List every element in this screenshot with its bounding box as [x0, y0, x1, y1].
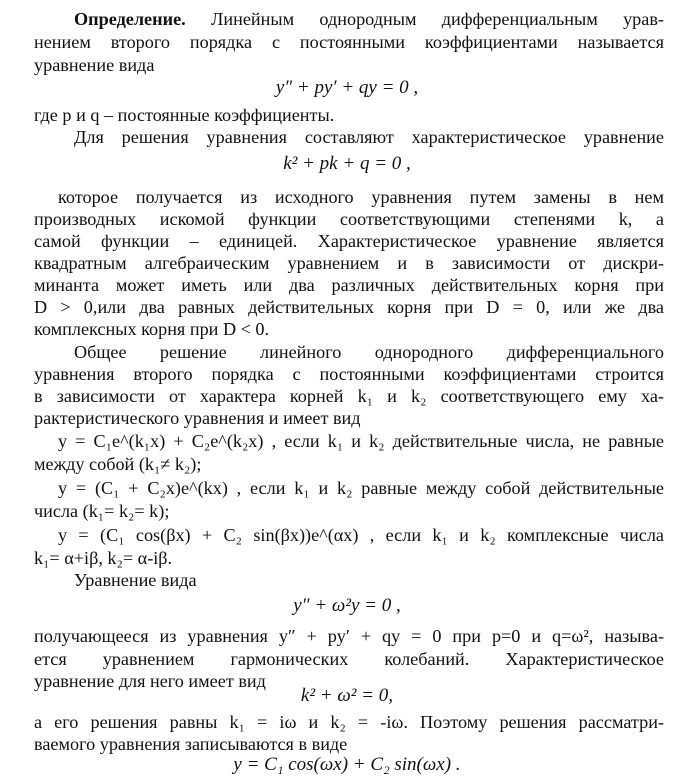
text-line: минанта может иметь или два различных действительных корня при: [34, 275, 664, 295]
text-line: в зависимости от характера корней k₁ и k₂ соответствующего ему ха-: [34, 386, 664, 406]
text-line: ется уравнением гармонических колебаний. Характеристическое: [34, 649, 664, 669]
definition-line: [34, 8, 664, 30]
equation-4: k² + ω² = 0,: [300, 685, 394, 706]
text-line: k₁= α+iβ, k₂= α-iβ.: [34, 548, 173, 568]
text-line: самой функции – единицей. Характеристическое уравнение является: [34, 231, 664, 251]
text-line: уравнения второго порядка с постоянными коэффициентами строится: [34, 364, 664, 384]
text-line: квадратным алгебраическим уравнением и в зависимости от дискри-: [34, 253, 664, 273]
text-line: Линейным однородным дифференциальным урав-: [185, 9, 664, 29]
text-line: D > 0,или два равных действительных корня при D = 0, или же два: [34, 297, 664, 317]
solution-line-2: y = (C₁ + C₂x)e^(kx) , если k₁ и k₂ равные между собой действительные: [58, 478, 664, 498]
text-line: производных искомой функции соответствующими степенями k, а: [34, 209, 664, 229]
text-line: рактеристического уравнения и имеет вид: [34, 408, 361, 428]
text-line: комплексных корня при D < 0.: [34, 319, 270, 339]
text-line: Общее решение линейного однородного дифференциального: [74, 342, 664, 362]
text-line: которое получается из исходного уравнения путем замены в нем: [58, 187, 664, 207]
definition-term: Определение.: [74, 9, 186, 29]
text-line: ваемого уравнения записываются в виде: [34, 734, 348, 754]
text-line: уравнение для него имеет вид: [34, 671, 266, 691]
text-line: уравнение вида: [34, 55, 155, 75]
equation-3: y″ + ω²y = 0 ,: [293, 595, 401, 616]
solution-line-3: y = (C₁ cos(βx) + C₂ sin(βx))e^(αx) , если k₁ и k₂ комплексные числа: [58, 525, 664, 545]
text-line: а его решения равны k₁ = iω и k₂ = -iω. Поэтому решения рассматри-: [34, 712, 664, 732]
equation-2: k² + pk + q = 0 ,: [283, 153, 411, 174]
text-line: где p и q – постоянные коэффициенты.: [34, 105, 335, 125]
text-line: Для решения уравнения составляют характеристическое уравнение: [74, 127, 664, 147]
text-line: получающееся из уравнения y″ + py′ + qy = 0 при p=0 и q=ω², называ-: [34, 626, 664, 646]
solution-line-1: y = C₁e^(k₁x) + C₂e^(k₂x) , если k₁ и k₂ действительные числа, не равные: [58, 431, 664, 451]
text-line: числа (k₁= k₂= k);: [34, 501, 170, 521]
text-line: между собой (k₁≠ k₂);: [34, 454, 202, 474]
equation-1: y″ + py′ + qy = 0 ,: [275, 77, 419, 98]
text-line: Уравнение вида: [74, 570, 197, 590]
text-line: нением второго порядка с постоянными коэффициентами называется: [34, 32, 664, 52]
equation-5: y = C₁ cos(ωx) + C₂ sin(ωx) .: [233, 754, 461, 775]
